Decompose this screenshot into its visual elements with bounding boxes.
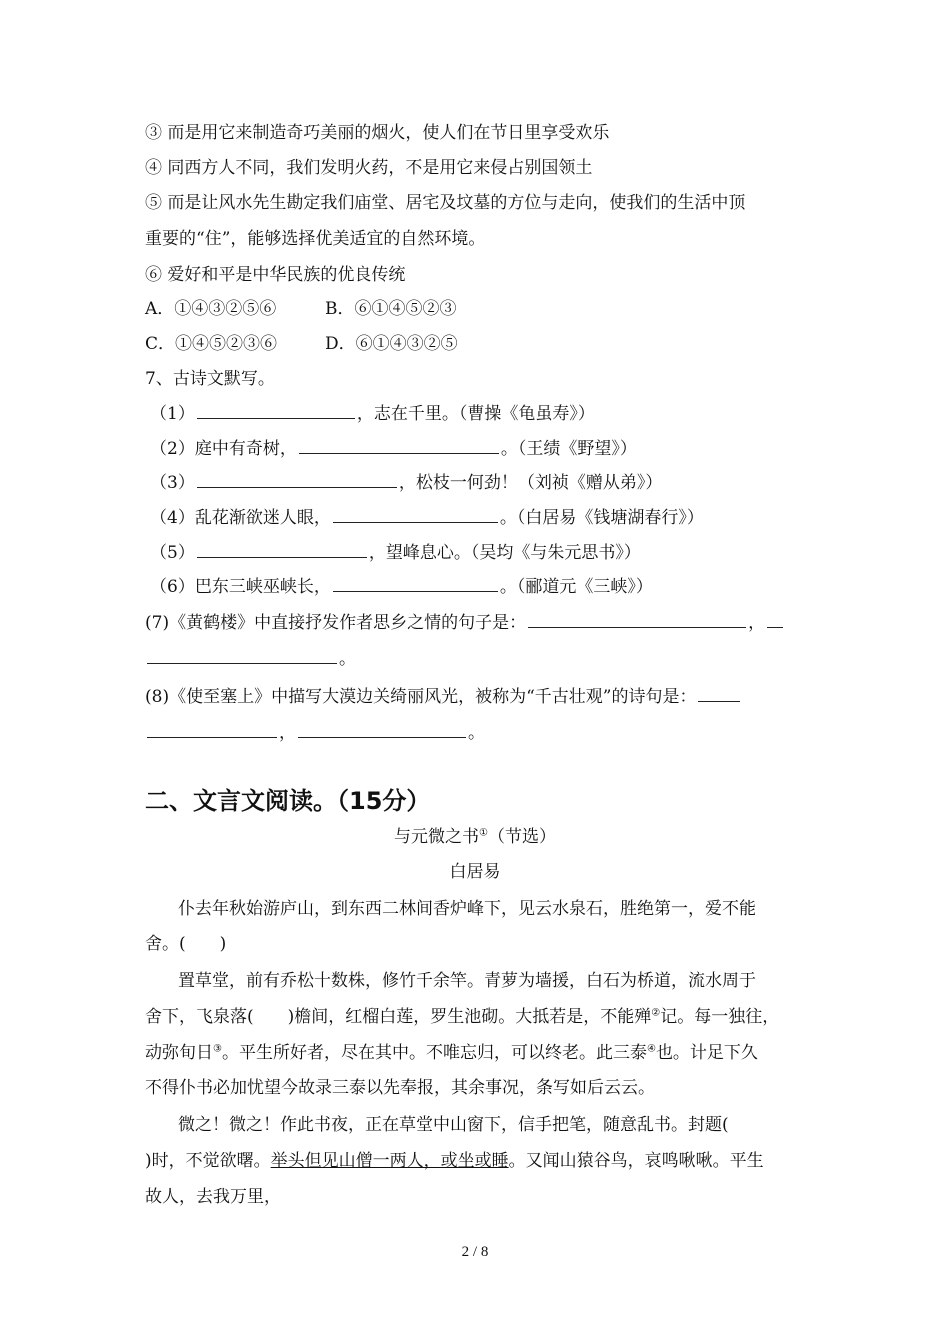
item-number: （1） [150, 404, 195, 424]
option-5-line1: ⑤ 而是让风水先生勘定我们庙堂、居宅及坟墓的方位与走向，使我们的生活中顶 [145, 193, 746, 213]
text: )时，不觉欲曙。 [145, 1151, 271, 1171]
passage-p2-line4: 不得仆书必加忧望今故录三泰以先奉报，其余事况，条写如后云云。 [145, 1078, 655, 1098]
period: 。 [468, 723, 485, 743]
text: 。平生所好者，尽在其中。不唯忘归，可以终老。此三泰 [221, 1043, 647, 1063]
comma: ， [748, 613, 766, 633]
footnote-mark: ③ [213, 1043, 222, 1055]
choice-d: D．⑥①④③②⑤ [325, 334, 458, 354]
item-text: ，松枝一何劲！（刘祯《赠从弟》） [398, 473, 663, 493]
answer-blank[interactable] [767, 610, 783, 628]
option-3: ③ 而是用它来制造奇巧美丽的烟火，使人们在节日里享受欢乐 [145, 123, 610, 143]
answer-blank[interactable] [333, 505, 498, 523]
option-5-line2: 重要的“住”，能够选择优美适宜的自然环境。 [145, 229, 486, 249]
answer-blank[interactable] [197, 401, 355, 419]
item-text: ，望峰息心。（吴均《与朱元思书》） [368, 543, 641, 563]
q7-item-4 [150, 505, 704, 529]
text: 动弥旬日 [145, 1043, 213, 1063]
choice-b: B．⑥①④⑤②③ [325, 299, 457, 319]
section-2-heading: 二、文言文阅读。（15分） [145, 787, 431, 815]
underlined-sentence: 举头但见山僧一两人，或坐或睡 [270, 1151, 509, 1171]
title-text: 与元微之书 [394, 827, 480, 847]
answer-blank[interactable] [197, 470, 397, 488]
answer-blank[interactable] [147, 646, 337, 664]
passage-p3-line1: 微之！微之！作此书夜，正在草堂中山窗下，信手把笔，随意乱书。封题( [178, 1115, 729, 1135]
answer-blank[interactable] [299, 436, 499, 454]
q7-item-6 [150, 574, 653, 598]
item-number: （3） [150, 473, 195, 493]
item-text: （2）庭中有奇树， [150, 439, 297, 459]
comma: ， [279, 723, 296, 743]
title-note: （节选） [487, 827, 556, 847]
text: 舍下，飞泉落( )檐间，红榴白莲，罗生池砌。大抵若是，不能殚 [145, 1007, 652, 1027]
footnote-mark: ④ [646, 1043, 656, 1055]
item-text: (7)《黄鹤楼》中直接抒发作者思乡之情的句子是： [145, 613, 527, 633]
passage-p3-line3: 故人，去我万里， [145, 1187, 281, 1207]
item-source: 。（郦道元《三峡》） [499, 577, 653, 597]
q7-item-3 [150, 470, 662, 494]
choice-c: C．①④⑤②③⑥ [145, 334, 278, 354]
text: 。又闻山猿谷鸟，哀鸣啾啾。平生 [508, 1151, 764, 1171]
footnote-mark: ① [479, 827, 488, 839]
passage-p2-line1: 置草堂，前有乔松十数株，修竹千余竿。青萝为墙援，白石为桥道，流水周于 [178, 971, 756, 991]
q7-item-8-line1 [145, 684, 742, 708]
passage-p1-line2: 舍。( ) [145, 934, 227, 954]
passage-p3-line2 [145, 1150, 764, 1172]
item-source: 。（白居易《钱塘湖春行》） [499, 508, 704, 528]
footnote-mark: ② [651, 1007, 661, 1019]
item-number: （5） [150, 543, 195, 563]
q7-item-2 [150, 436, 637, 460]
item-source: 。（王绩《野望》） [500, 439, 637, 459]
item-text: （6）巴东三峡巫峡长， [150, 577, 331, 597]
answer-blank[interactable] [333, 574, 498, 592]
passage-p2-line2 [145, 1006, 779, 1028]
page-number: 2 / 8 [461, 1244, 489, 1260]
answer-blank[interactable] [528, 610, 746, 628]
text: 也。计足下久 [655, 1043, 758, 1063]
answer-blank[interactable] [197, 540, 367, 558]
option-4: ④ 同西方人不同，我们发明火药，不是用它来侵占别国领土 [145, 158, 593, 178]
option-6: ⑥ 爱好和平是中华民族的优良传统 [145, 265, 406, 285]
passage-p1-line1: 仆去年秋始游庐山，到东西二林间香炉峰下，见云水泉石，胜绝第一，爱不能 [178, 899, 756, 919]
period: 。 [339, 649, 356, 669]
question-7-title: 7、古诗文默写。 [145, 369, 275, 389]
passage-p2-line3 [145, 1042, 758, 1064]
item-text: (8)《使至塞上》中描写大漠边关绮丽风光，被称为“千古壮观”的诗句是： [145, 687, 697, 707]
answer-blank[interactable] [147, 720, 277, 738]
q7-item-7-line1 [145, 610, 785, 634]
q7-item-7-line2 [145, 646, 356, 670]
q7-item-5 [150, 540, 641, 564]
item-text: （4）乱花渐欲迷人眼， [150, 508, 331, 528]
item-text: ，志在千里。（曹操《龟虽寿》） [356, 404, 595, 424]
answer-blank[interactable] [698, 684, 740, 702]
passage-author: 白居易 [449, 862, 501, 882]
choice-a: A．①④③②⑤⑥ [145, 299, 277, 319]
q7-item-8-line2 [145, 720, 485, 744]
text: 记。每一独往， [660, 1007, 780, 1027]
passage-title [0, 826, 950, 848]
q7-item-1 [150, 401, 595, 425]
answer-blank[interactable] [298, 720, 466, 738]
